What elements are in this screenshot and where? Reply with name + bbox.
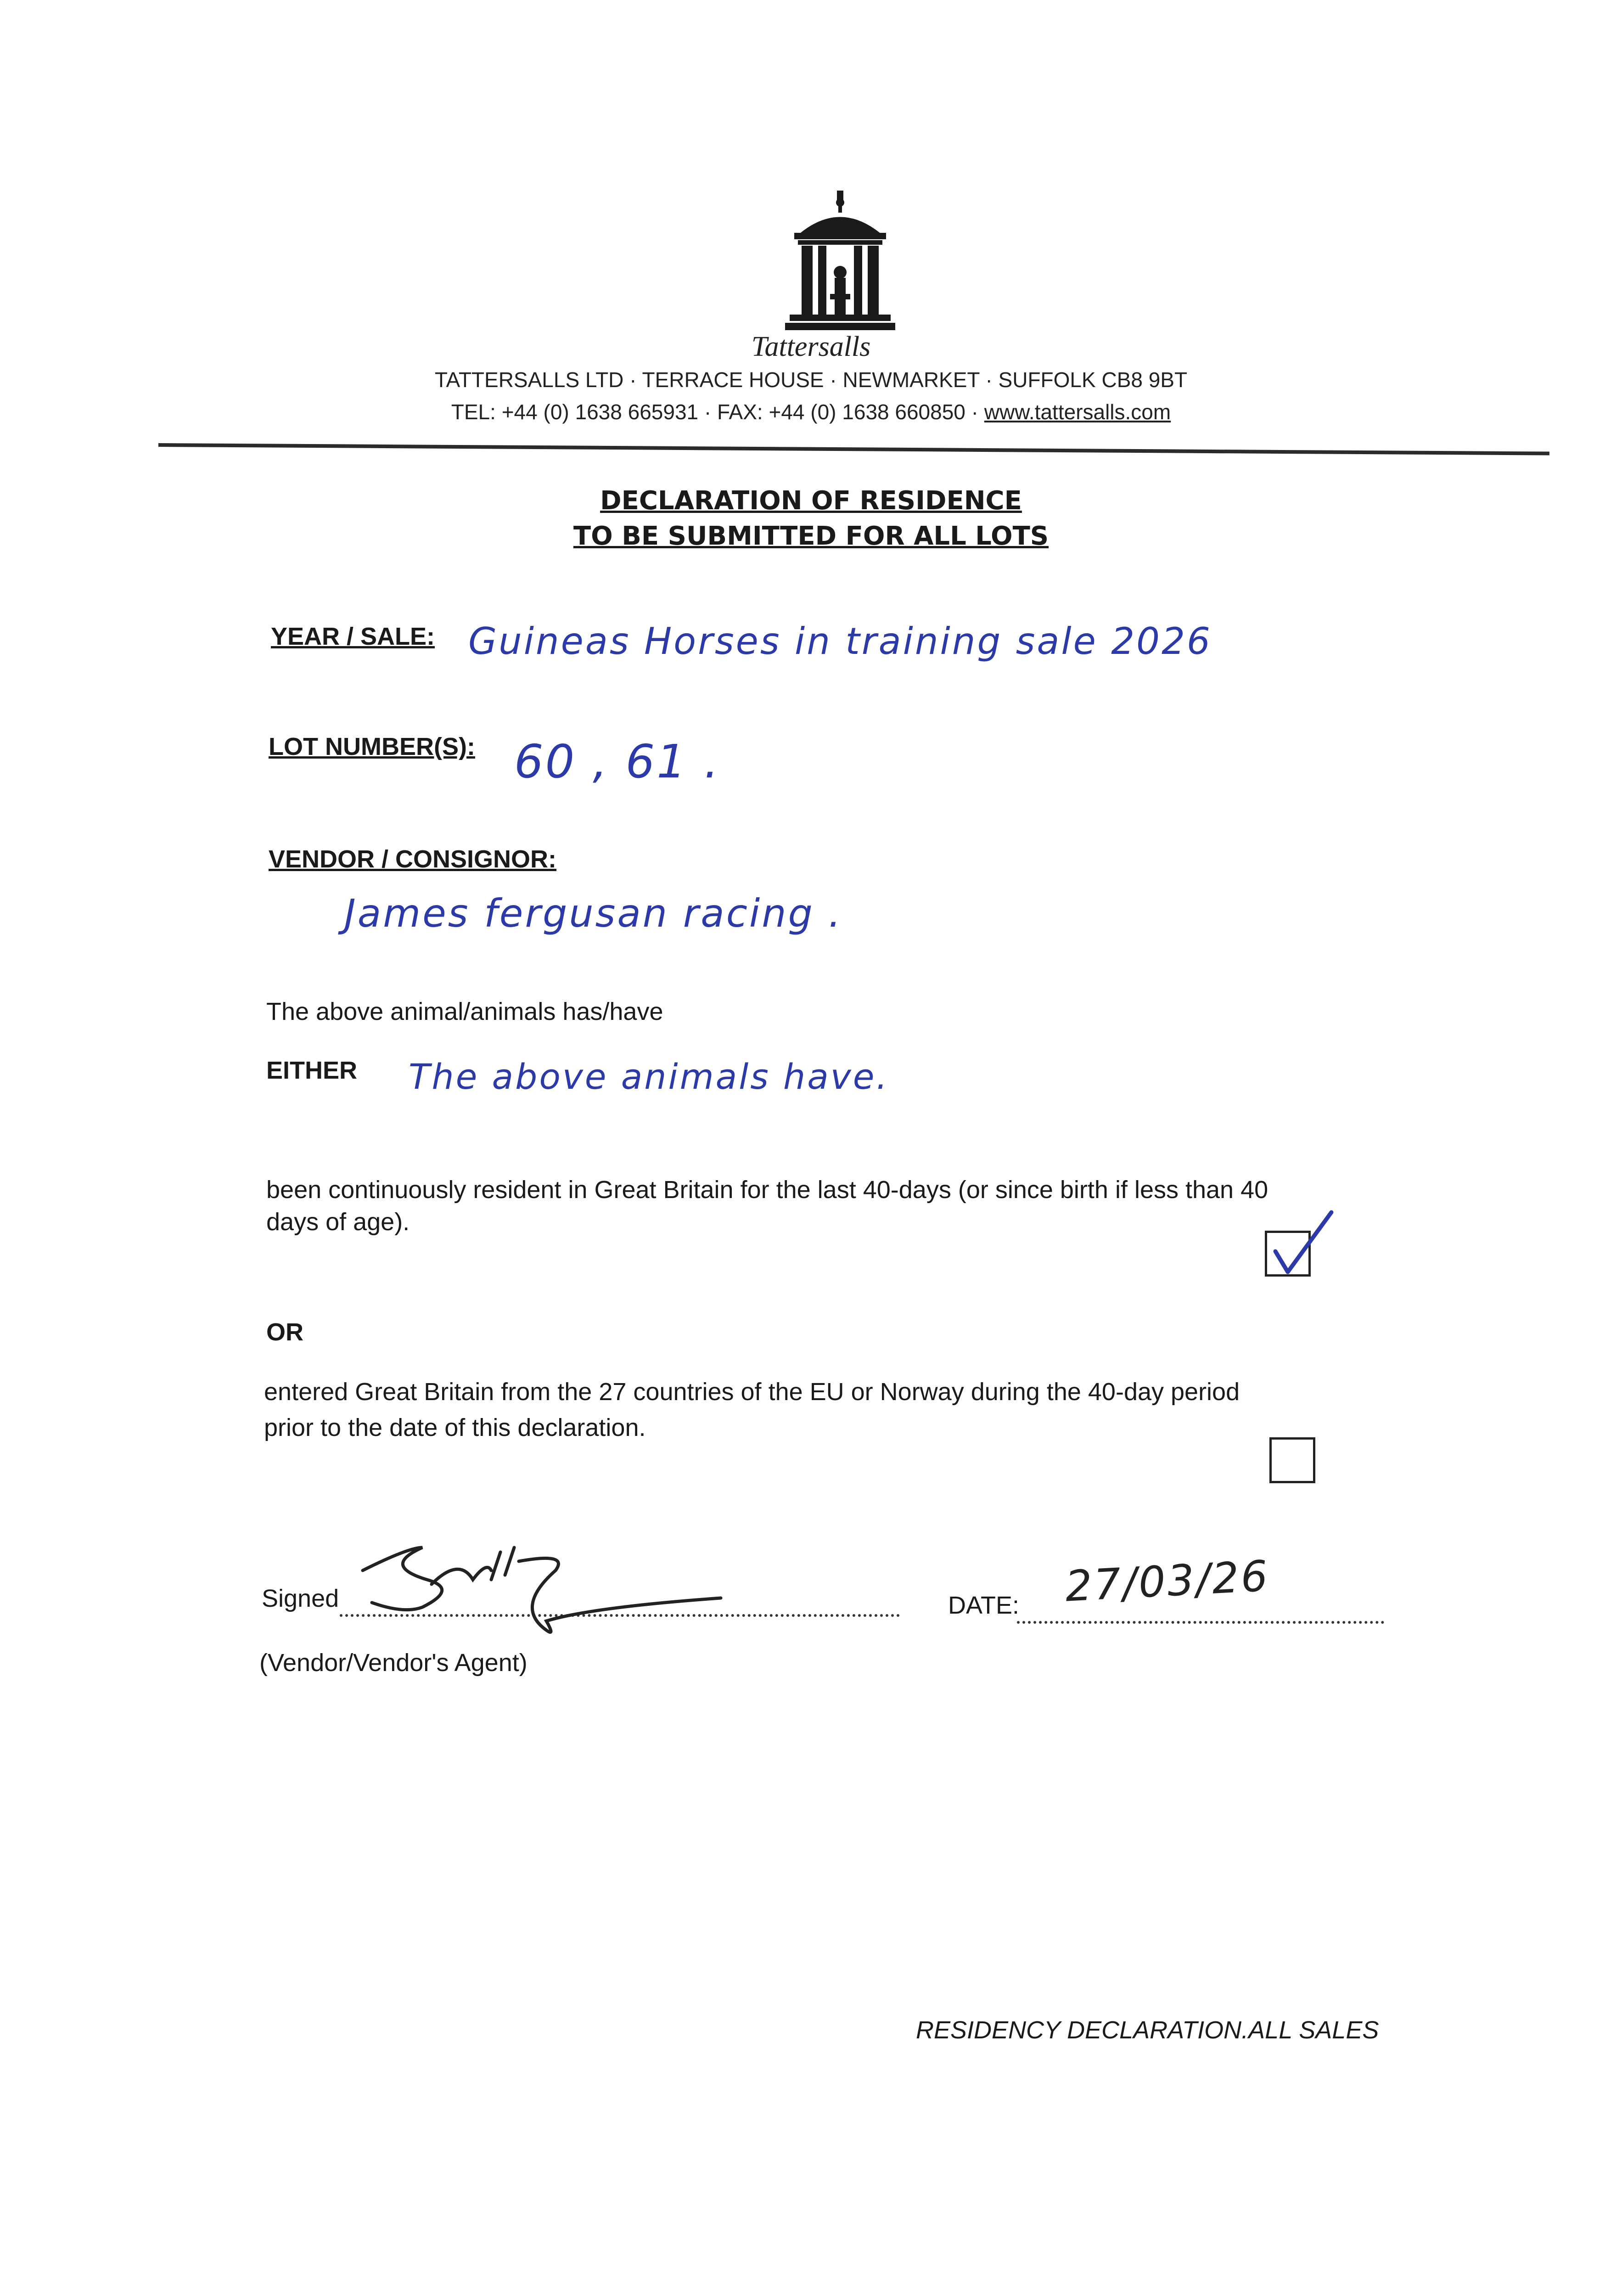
handwritten-signature-icon <box>354 1529 730 1639</box>
signed-label: Signed <box>262 1585 339 1612</box>
option1-text-line1: been continuously resident in Great Britain for the last 40-days (or since birth if less than 40 <box>266 1176 1268 1204</box>
option2-checkbox[interactable] <box>1269 1437 1315 1483</box>
either-label: EITHER <box>266 1057 358 1084</box>
header-divider <box>158 443 1549 456</box>
statement-intro: The above animal/animals has/have <box>266 998 663 1025</box>
or-label: OR <box>266 1318 303 1346</box>
check-mark-icon <box>1263 1208 1331 1277</box>
contact-line <box>0 400 1622 424</box>
lot-numbers-value[interactable]: 60 , 61 . <box>514 735 721 788</box>
option2-text-line2: prior to the date of this declaration. <box>264 1414 646 1441</box>
either-value[interactable]: The above animals have. <box>409 1056 889 1097</box>
year-sale-value[interactable]: Guineas Horses in training sale 2026 <box>468 620 1212 663</box>
vendor-value[interactable]: James fergusan racing . <box>344 891 843 936</box>
brand-name: Tattersalls <box>751 331 871 362</box>
date-line[interactable] <box>1017 1621 1384 1624</box>
option1-text-line2: days of age). <box>266 1208 410 1236</box>
option2-text-line1: entered Great Britain from the 27 countries of the EU or Norway during the 40-day period <box>264 1378 1240 1406</box>
date-label: DATE: <box>948 1592 1020 1619</box>
form-subtitle: TO BE SUBMITTED FOR ALL LOTS <box>573 521 1049 551</box>
address-line: TATTERSALLS LTD · TERRACE HOUSE · NEWMARKET · SUFFOLK CB8 9BT <box>434 368 1188 392</box>
form-code: RESIDENCY DECLARATION.ALL SALES <box>916 2016 1379 2044</box>
contact-numbers: TEL: +44 (0) 1638 665931 · FAX: +44 (0) 1638 660850 · <box>451 400 984 424</box>
website-link[interactable]: www.tattersalls.com <box>984 400 1171 424</box>
vendor-label: VENDOR / CONSIGNOR: <box>269 845 557 873</box>
lot-numbers-label: LOT NUMBER(S): <box>269 733 475 760</box>
date-value[interactable]: 27/03/26 <box>1064 1551 1271 1611</box>
form-title: DECLARATION OF RESIDENCE <box>600 486 1022 516</box>
signer-role: (Vendor/Vendor's Agent) <box>259 1649 528 1677</box>
tattersalls-logo-icon <box>771 191 909 338</box>
option1-checkbox[interactable] <box>1265 1231 1311 1277</box>
year-sale-label: YEAR / SALE: <box>271 623 435 650</box>
